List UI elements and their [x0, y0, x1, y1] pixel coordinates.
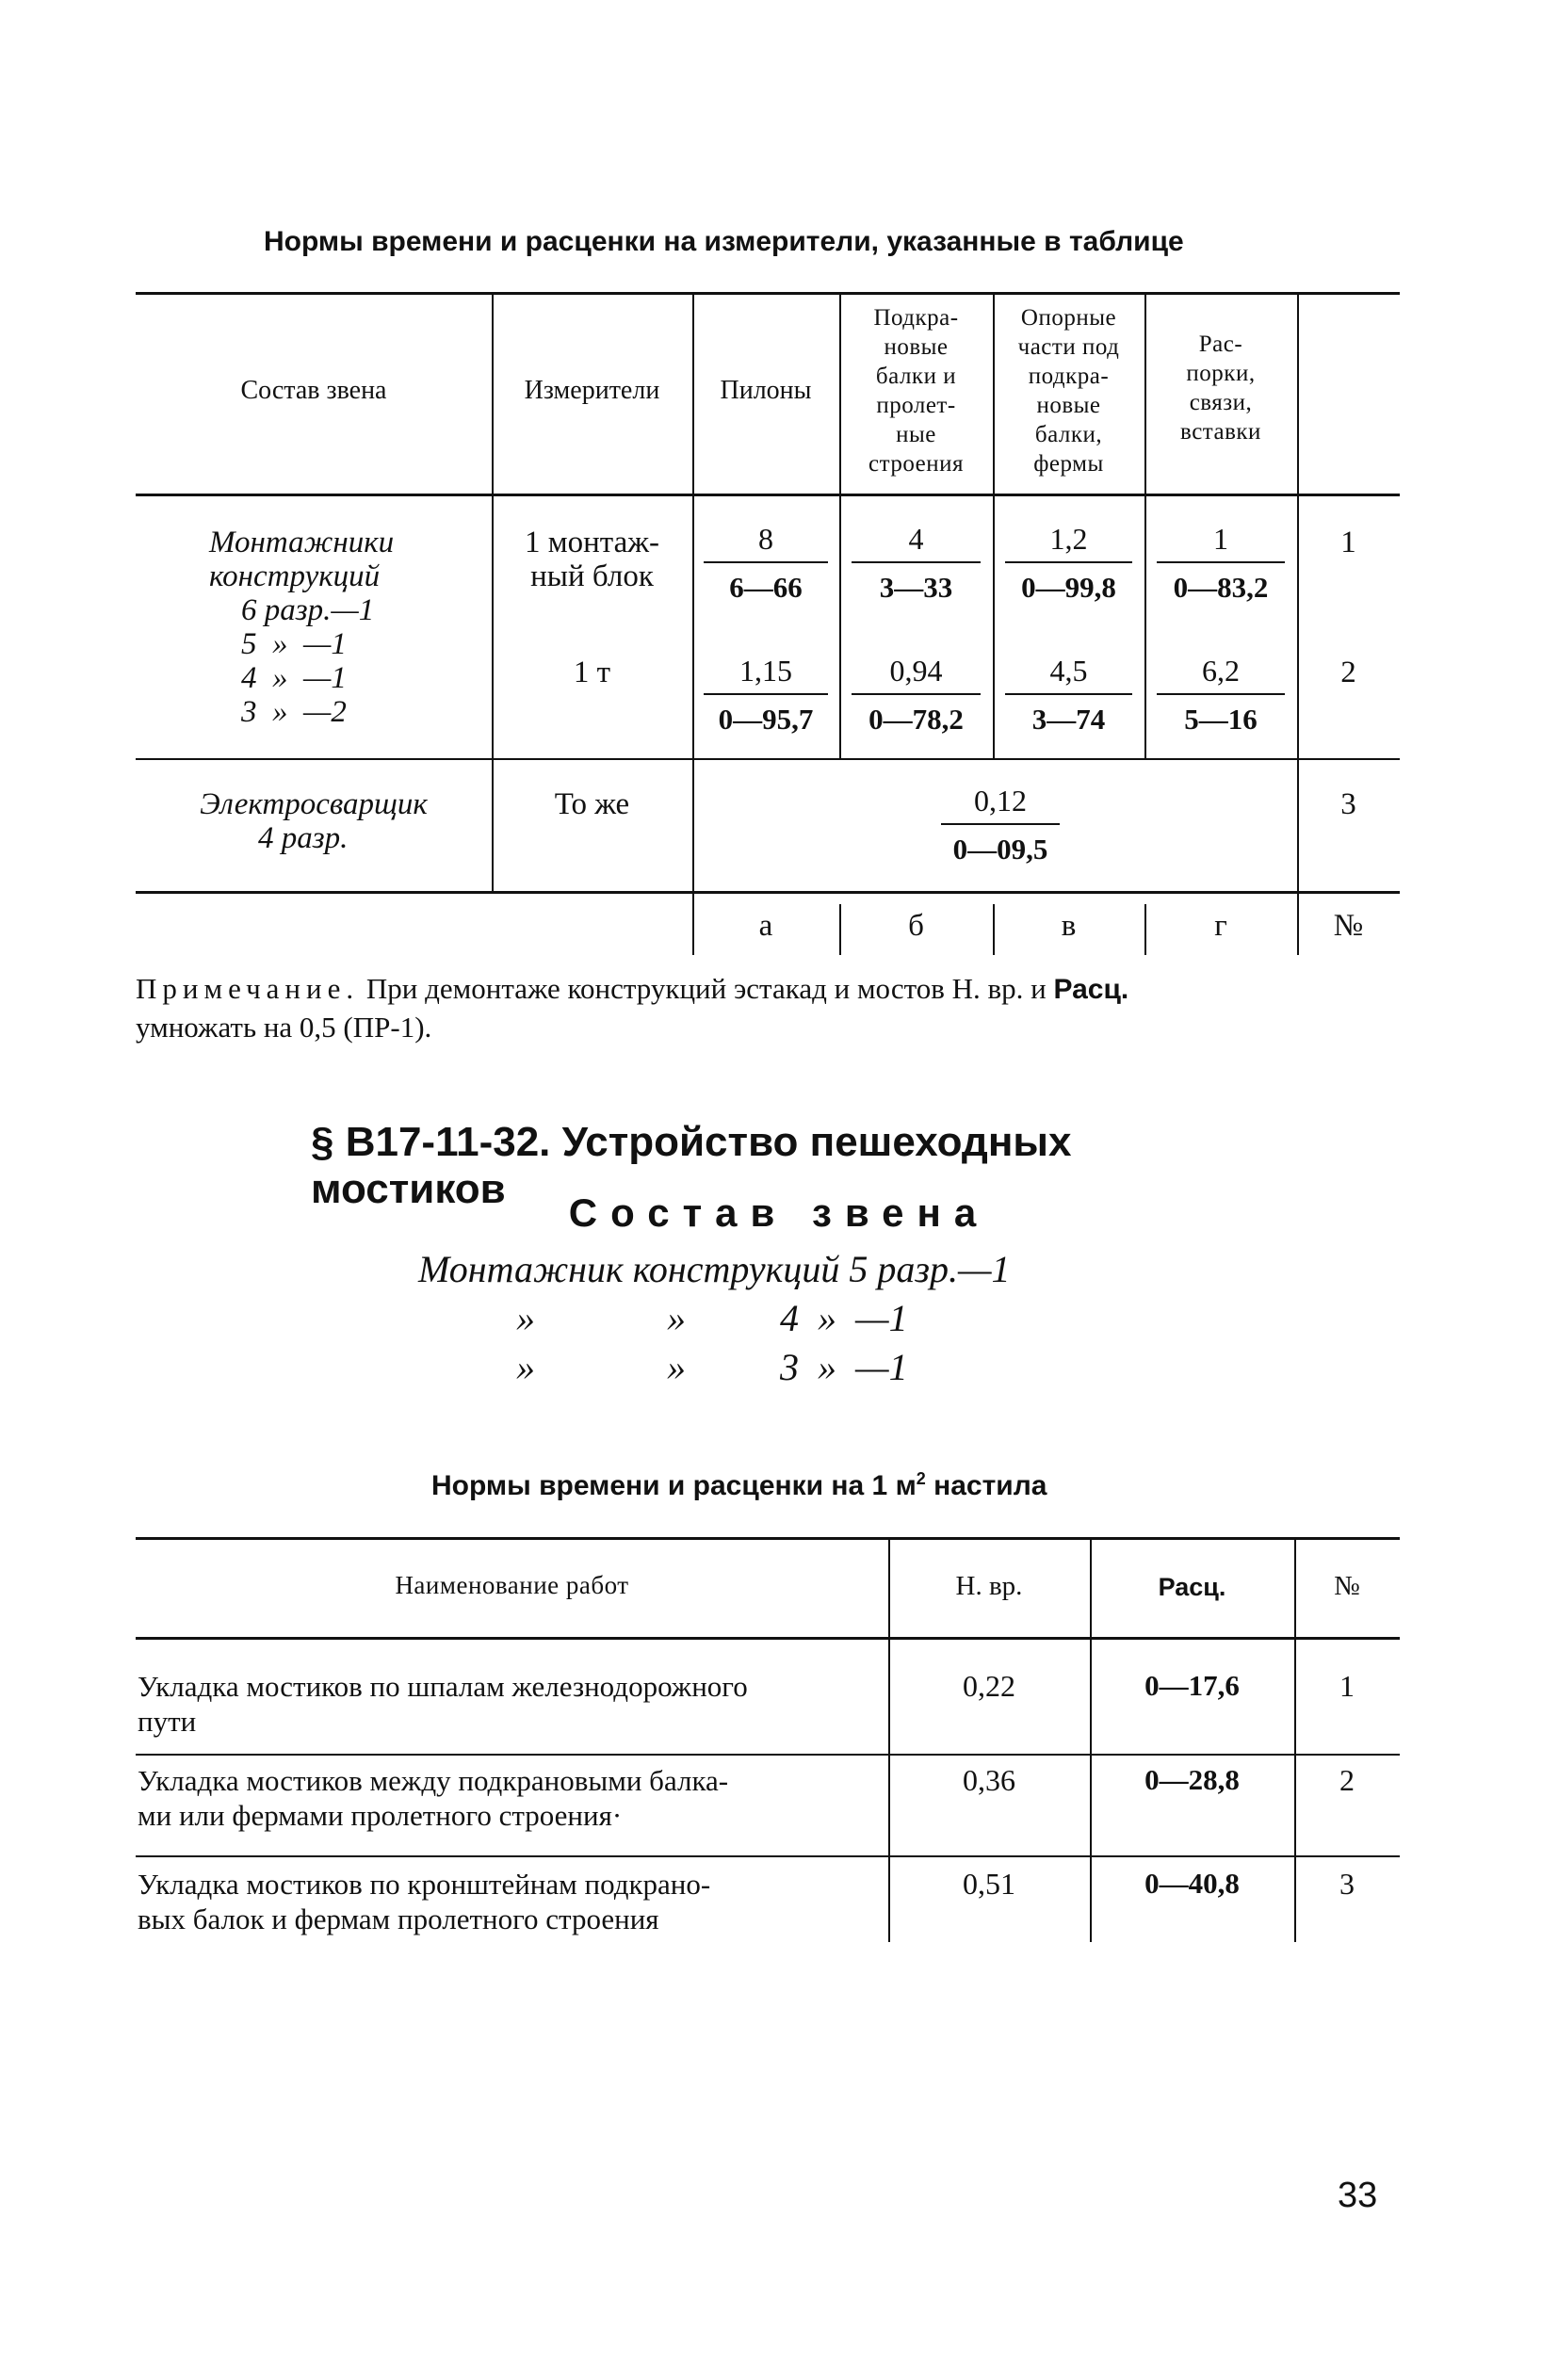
table-row-3-number: 3 — [1339, 1867, 1355, 1901]
header-nvr: Н. вр. — [955, 1571, 1023, 1601]
table2-title-text-end: настила — [925, 1470, 1047, 1501]
value-denominator: 0—09,5 — [952, 833, 1048, 866]
footer-col-g: г — [1214, 909, 1227, 943]
value-numerator: 1 — [1157, 522, 1285, 563]
work-name-line: вых балок и фермам пролетного строения — [138, 1902, 659, 1935]
value-denominator: 0—99,8 — [1021, 571, 1116, 604]
header-number: № — [1334, 1571, 1360, 1601]
norms-table-2 — [136, 1537, 1400, 1942]
table2-row-rule — [136, 1754, 1400, 1756]
value-numerator: 0,12 — [941, 784, 1060, 825]
header-line: Опорные — [1020, 305, 1117, 331]
measure-line: 1 монтаж- — [524, 526, 660, 559]
value-denominator: 6—66 — [729, 571, 803, 604]
composition-line: конструкций — [209, 559, 381, 593]
row2-supports-value — [993, 654, 1144, 737]
header-line: ные — [896, 422, 936, 447]
composition-heading: Состав звена — [568, 1190, 990, 1235]
value-numerator: 1,2 — [1005, 522, 1132, 563]
value-numerator: 6,2 — [1157, 654, 1285, 695]
row1-struts-value — [1144, 522, 1297, 605]
row1-measure — [492, 526, 692, 593]
note-text: При демонтаже конструкций эстакад и мостов Н. вр. и — [359, 972, 1054, 1005]
header-line: связи, — [1189, 390, 1253, 415]
table-row-1-number: 1 — [1339, 1669, 1355, 1703]
header-line: подкра- — [1028, 364, 1110, 389]
footer-col-b: б — [908, 909, 924, 943]
table1-col-divider — [1297, 292, 1299, 955]
note-label: Примечание. — [136, 972, 360, 1005]
header-composition: Состав звена — [240, 376, 387, 405]
table1-row-rule-left — [136, 758, 492, 760]
composition-line-2: » » 4 » —1 — [516, 1297, 908, 1339]
header-line: Рас- — [1198, 332, 1243, 357]
header-pylons: Пилоны — [720, 376, 812, 405]
norms-table-1 — [136, 292, 1400, 942]
table-row-2-nvr: 0,36 — [963, 1763, 1015, 1797]
table-row-1-name — [138, 1669, 882, 1739]
footer-col-v: в — [1061, 909, 1077, 943]
composition-line-3: » » 3 » —1 — [516, 1346, 908, 1388]
composition-mounters — [164, 526, 446, 729]
table-row-1-rasc: 0—17,6 — [1144, 1669, 1240, 1702]
table2-title-superscript: 2 — [916, 1469, 926, 1488]
row1-pylons-value — [692, 522, 839, 605]
table-row-2-number: 2 — [1339, 1763, 1355, 1797]
composition-line: 6 разр.—1 — [241, 593, 375, 627]
work-name-line: Укладка мостиков по шпалам железнодорожного — [138, 1670, 748, 1703]
work-name-line: пути — [138, 1705, 197, 1738]
value-numerator: 0,94 — [852, 654, 981, 695]
row2-number: 2 — [1340, 656, 1356, 689]
row1-crane-beams-value — [839, 522, 993, 605]
value-denominator: 0—95,7 — [718, 703, 814, 736]
work-name-line: ми или фермами пролетного строения· — [138, 1799, 623, 1832]
measure-line: ный блок — [530, 559, 654, 593]
table-note — [136, 970, 1407, 1046]
table1-bottom-rule — [136, 891, 1400, 894]
row2-struts-value — [1144, 654, 1297, 737]
header-rasc: Расц. — [1158, 1573, 1226, 1601]
value-denominator: 3—33 — [879, 571, 953, 604]
table1-title: Нормы времени и расценки на измерители, указанные в таблице — [264, 226, 1184, 257]
table2-title — [431, 1469, 1185, 1502]
note-text-line2: умножать на 0,5 (ПР-1). — [136, 1011, 432, 1044]
header-struts — [1144, 330, 1297, 446]
header-line: части под — [1017, 334, 1120, 360]
composition-line: Монтажники — [209, 526, 395, 559]
composition-line: 4 разр. — [258, 821, 349, 855]
value-numerator: 1,15 — [704, 654, 827, 695]
header-supports — [993, 303, 1144, 478]
value-numerator: 8 — [704, 522, 827, 563]
header-line: Подкра- — [873, 305, 959, 331]
row2-measure: 1 т — [573, 656, 611, 689]
header-line: порки, — [1186, 361, 1256, 386]
composition-line: 4 » —1 — [241, 661, 347, 695]
work-name-line: Укладка мостиков между подкрановыми балка- — [138, 1764, 729, 1797]
row2-pylons-value — [692, 654, 839, 737]
table2-top-rule — [136, 1537, 1400, 1540]
page-number: 33 — [1338, 2176, 1378, 2215]
table2-header-rule — [136, 1637, 1400, 1640]
table1-header-rule — [136, 494, 1400, 496]
row1-supports-value — [993, 522, 1144, 605]
table-row-2-rasc: 0—28,8 — [1144, 1763, 1240, 1796]
composition-line: 3 » —2 — [241, 695, 347, 729]
value-denominator: 0—78,2 — [868, 703, 964, 736]
composition-welder — [136, 787, 492, 855]
row2-crane-beams-value — [839, 654, 993, 737]
table2-title-text: Нормы времени и расценки на 1 м — [431, 1470, 917, 1501]
section-title: § В17-11-32. Устройство пешеходных мостиков — [311, 1119, 1072, 1212]
value-numerator: 4 — [852, 522, 981, 563]
header-measure: Измерители — [524, 376, 660, 405]
header-line: строения — [868, 451, 964, 477]
table-row-3-name — [138, 1867, 882, 1936]
footer-col-number: № — [1333, 909, 1364, 943]
header-line: новые — [1036, 393, 1101, 418]
footer-col-a: а — [758, 909, 773, 943]
table1-row-rule-partial — [492, 758, 1400, 760]
header-line: фермы — [1033, 451, 1104, 477]
header-line: новые — [884, 334, 949, 360]
table-row-3-nvr: 0,51 — [963, 1867, 1015, 1901]
header-line: пролет- — [876, 393, 956, 418]
header-line: балки, — [1034, 422, 1103, 447]
row3-number: 3 — [1340, 787, 1356, 821]
table-row-2-name — [138, 1763, 882, 1833]
note-bold-rasc: Расц. — [1053, 974, 1129, 1005]
header-work-name: Наименование работ — [395, 1571, 629, 1599]
table1-top-rule — [136, 292, 1400, 295]
header-line: балки и — [875, 364, 957, 389]
table-row-1-nvr: 0,22 — [963, 1669, 1015, 1703]
row3-common-value — [930, 784, 1071, 866]
value-denominator: 3—74 — [1031, 703, 1106, 736]
header-crane-beams — [839, 303, 993, 478]
value-denominator: 5—16 — [1184, 703, 1258, 736]
header-line: вставки — [1180, 419, 1261, 445]
composition-line-1: Монтажник конструкций 5 разр.—1 — [418, 1248, 1011, 1290]
value-denominator: 0—83,2 — [1173, 571, 1269, 604]
row1-number: 1 — [1340, 526, 1356, 559]
table2-row-rule — [136, 1855, 1400, 1857]
composition-line: 5 » —1 — [241, 627, 347, 661]
table-row-3-rasc: 0—40,8 — [1144, 1867, 1240, 1900]
value-numerator: 4,5 — [1005, 654, 1132, 695]
row3-measure: То же — [554, 787, 630, 821]
composition-line: Электросварщик — [200, 787, 428, 821]
work-name-line: Укладка мостиков по кронштейнам подкрано- — [138, 1868, 711, 1901]
